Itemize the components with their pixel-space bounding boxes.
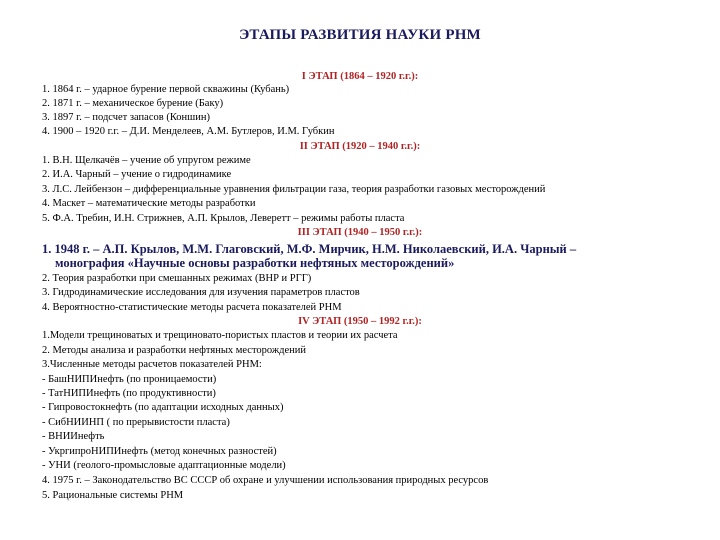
list-item: 4. 1975 г. – Законодательство ВС СССР об охране и улучшении использования природных ресурсов [42, 475, 489, 486]
list-item: 1.Модели трещиноватых и трещиновато-пористых пластов и теории их расчета [42, 330, 398, 341]
list-item: 4. Маскет – математические методы разработки [42, 198, 256, 209]
stage-4-heading: IV ЭТАП (1950 – 1992 г.г.): [298, 316, 422, 327]
list-item: 1. В.Н. Щелкачёв – учение об упругом режиме [42, 155, 251, 166]
list-item: 1. 1864 г. – ударное бурение первой скважины (Кубань) [42, 84, 290, 95]
list-item: 3. 1897 г. – подсчет запасов (Коншин) [42, 112, 210, 123]
list-item: 3. Л.С. Лейбензон – дифференциальные уравнения фильтрации газа, теория разработки газовых месторождений [42, 184, 546, 195]
list-item: 2. Теория разработки при смешанных режимах (ВНР и РГГ) [42, 273, 312, 284]
list-item: - ТатНИПИнефть (по продуктивности) [42, 388, 216, 399]
stage-2-heading: II ЭТАП (1920 – 1940 г.г.): [299, 141, 421, 152]
list-item: 5. Рациональные системы РНМ [42, 490, 184, 501]
stage-1-heading: I ЭТАП (1864 – 1920 г.г.): [301, 71, 419, 82]
list-item: 2. Методы анализа и разработки нефтяных месторождений [42, 345, 307, 356]
list-item: 3. Гидродинамические исследования для изучения параметров пластов [42, 287, 360, 298]
highlight-line-1: 1. 1948 г. – А.П. Крылов, М.М. Глаговский, М.Ф. Мирчик, Н.М. Николаевский, И.А. Чарный – [42, 242, 577, 256]
highlight-line-2: монография «Научные основы разработки нефтяных месторождений» [55, 256, 455, 270]
list-item: - БашНИПИнефть (по проницаемости) [42, 374, 217, 385]
list-item: - Гипровостокнефть (по адаптации исходных данных) [42, 402, 284, 413]
list-item: - УкргипроНИПИнефть (метод конечных разностей) [42, 446, 277, 457]
list-item: 4. 1900 – 1920 г.г. – Д.И. Менделеев, А.М. Бутлеров, И.М. Губкин [42, 126, 335, 137]
list-item: 2. 1871 г. – механическое бурение (Баку) [42, 98, 224, 109]
list-item: - СибНИИНП ( по прерывистости пласта) [42, 417, 230, 428]
list-item: - УНИ (геолого-промысловые адаптационные модели) [42, 460, 286, 471]
highlight-item [42, 242, 682, 270]
stage-3-heading: III ЭТАП (1940 – 1950 г.г.): [297, 227, 423, 238]
page-title: ЭТАПЫ РАЗВИТИЯ НАУКИ РНМ [239, 27, 481, 43]
list-item: 3.Численные методы расчетов показателей РНМ: [42, 359, 262, 370]
list-item: 5. Ф.А. Требин, И.Н. Стрижнев, А.П. Крылов, Леверетт – режимы работы пласта [42, 213, 405, 224]
list-item: 4. Вероятностно-статистические методы расчета показателей РНМ [42, 302, 342, 313]
list-item: - ВНИИнефть [42, 431, 105, 442]
list-item: 2. И.А. Чарный – учение о гидродинамике [42, 169, 232, 180]
